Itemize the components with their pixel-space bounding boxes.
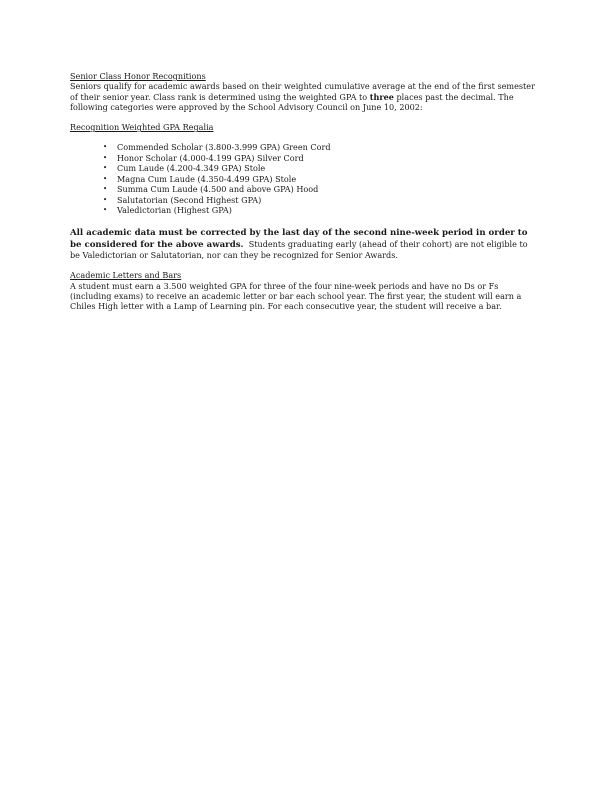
letters-bars-paragraph: A student must earn a 3.500 weighted GPA for three of the four nine-week periods and have no Ds or Fs (including exams) to receive an academic letter or bar each school year. The first year, the student will earn a Chiles High letter with a Lamp of Learning pin. For each consecutive year, the student will receive a bar. [70, 280, 522, 312]
regalia-item [103, 142, 540, 152]
regalia-item [103, 205, 540, 215]
regalia-item-label: Valedictorian (Highest GPA) [117, 204, 232, 215]
regalia-item [103, 184, 540, 194]
correction-notice [70, 227, 540, 260]
senior-honors-heading: Senior Class Honor Recognitions [70, 71, 206, 81]
regalia-item [103, 195, 540, 205]
correction-notice-text: Students graduating early (ahead of their cohort) are not eligible to be Valedictorian or Salutatorian, nor can they be recognized for Senior Awards. [70, 238, 531, 260]
regalia-item-label: Salutatorian (Second Highest GPA) [117, 194, 262, 205]
regalia-item [103, 163, 540, 173]
letters-bars-heading: Academic Letters and Bars [70, 270, 182, 281]
bullet-icon: • [103, 153, 108, 162]
bullet-icon: • [103, 164, 108, 173]
regalia-heading: Recognition Weighted GPA Regalia [70, 122, 214, 133]
senior-honors-paragraph [70, 81, 540, 112]
regalia-item-label: Cum Laude (4.200-4.349 GPA) Stole [117, 163, 266, 174]
senior-honors-para-part2: places past the decimal. The following categories were approved by the School Advisory Council on June 10, 2002: [70, 91, 514, 112]
senior-honors-para-part1: Seniors qualify for academic awards based on their weighted cumulative average at the end of the first semester of their senior year. Class rank is determined using the weighted GPA to [70, 81, 535, 102]
bullet-icon: • [103, 205, 108, 214]
regalia-item-label: Honor Scholar (4.000-4.199 GPA) Silver Cord [117, 152, 304, 163]
regalia-item-label: Magna Cum Laude (4.350-4.499 GPA) Stole [117, 173, 297, 184]
regalia-item [103, 174, 540, 184]
regalia-item-label: Summa Cum Laude (4.500 and above GPA) Hood [117, 184, 319, 195]
regalia-list [70, 142, 540, 215]
bullet-icon: • [103, 185, 108, 194]
document-page [70, 71, 540, 311]
correction-notice-bold: All academic data must be corrected by the last day of the second nine-week period in order to be considered for the above awards. [70, 228, 528, 250]
bullet-icon: • [103, 143, 108, 152]
senior-honors-para-bold: three [369, 91, 394, 102]
bullet-icon: • [103, 195, 108, 204]
regalia-item [103, 153, 540, 163]
bullet-icon: • [103, 174, 108, 183]
regalia-item-label: Commended Scholar (3.800-3.999 GPA) Green Cord [117, 142, 331, 153]
